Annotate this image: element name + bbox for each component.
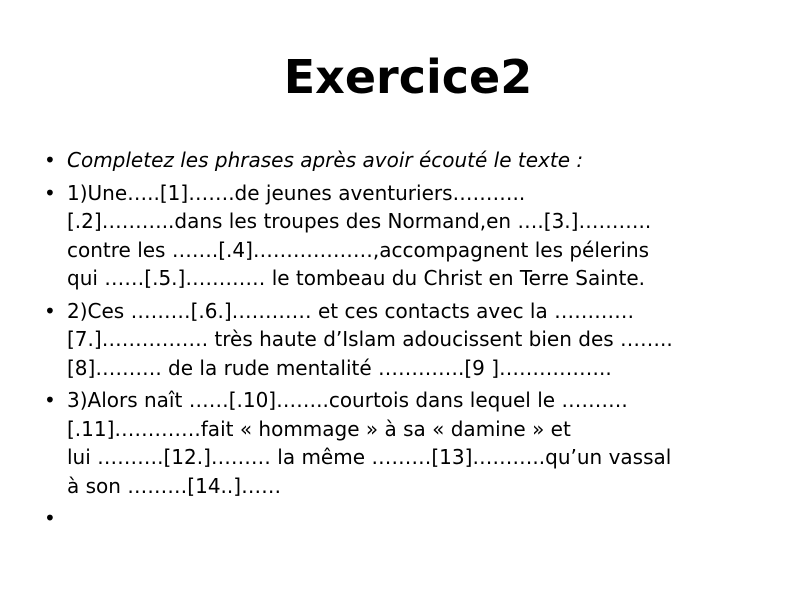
bullet-list: [44, 146, 764, 530]
exercise-sentence-3: 3)Alors naît ……[.10]……..courtois dans lequel le ………. [.11]………….fait « hommage » à sa « damine » et lui ……….[12.]……… la même ………[13]………..qu’un vassal à son ………[14..]……: [67, 388, 672, 498]
list-item: [44, 146, 764, 175]
list-item: [44, 297, 764, 383]
bullet-dot-icon: •: [44, 506, 56, 530]
exercise-sentence-1: 1)Une…..[1]…….de jeunes aventuriers……….. [.2]………..dans les troupes des Normand,en ….[3.]……….. contre les …….[.4]………………,accompagnent les pélerins qui ……[.5.]………… le tombeau du Christ en Terre Sainte.: [67, 180, 652, 290]
list-item: [44, 179, 764, 293]
instruction-text: Completez les phrases après avoir écouté le texte :: [67, 148, 584, 172]
bullet-dot-icon: •: [44, 148, 56, 172]
bullet-dot-icon: •: [44, 298, 56, 323]
list-item: [44, 386, 764, 500]
slide-title: Exercice2: [283, 50, 533, 104]
exercise-sentence-2: 2)Ces ………[.6.]………… et ces contacts avec la ………… [7.]……………. très haute d’Islam adoucissent bien des …….. [8]………. de la rude mentalité ………….[9 ]……………..: [67, 298, 673, 380]
bullet-dot-icon: •: [44, 180, 56, 205]
bullet-dot-icon: •: [44, 388, 56, 412]
